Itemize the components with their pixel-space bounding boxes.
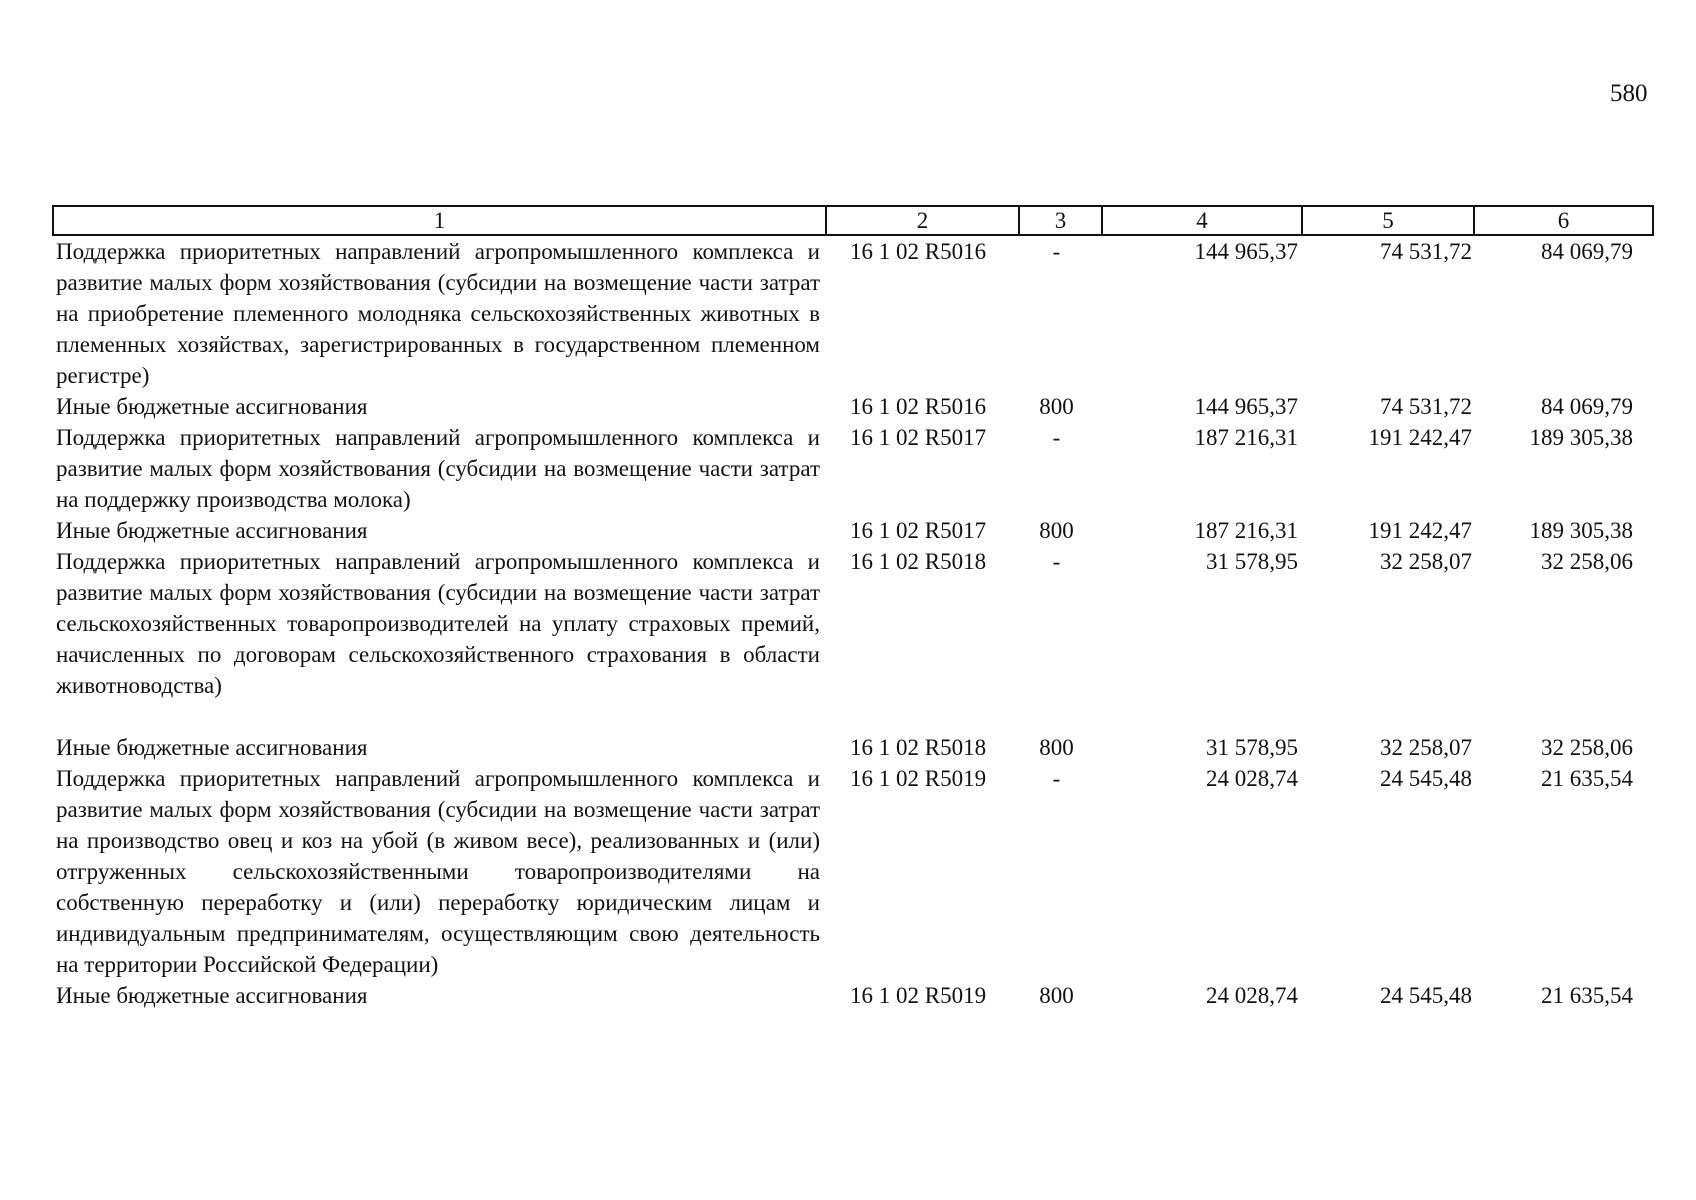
table-row <box>53 391 1653 422</box>
table-row <box>53 763 1653 980</box>
row-target-code: 16 1 02 R5019 <box>850 983 987 1008</box>
row-amount-col6: 32 258,06 <box>1541 549 1633 574</box>
row-amount-col5: 24 545,48 <box>1380 766 1472 791</box>
table-row <box>53 422 1653 515</box>
row-amount-col4: 144 965,37 <box>1194 394 1298 419</box>
row-expense-type: - <box>1052 239 1061 264</box>
budget-table <box>52 205 1654 1011</box>
row-amount-col4: 144 965,37 <box>1194 239 1298 264</box>
row-amount-col5: 32 258,07 <box>1380 549 1472 574</box>
row-target-code: 16 1 02 R5018 <box>850 549 987 574</box>
row-description: Иные бюджетные ассигнования <box>56 518 368 543</box>
row-target-code: 16 1 02 R5016 <box>850 394 987 419</box>
row-description: Поддержка приоритетных направлений агропромышленного комплекса и развитие малых форм хозяйствования (субсидии на возмещение части затрат на поддержку производства молока) <box>56 425 820 512</box>
row-amount-col4: 31 578,95 <box>1206 735 1298 760</box>
row-expense-type: - <box>1052 549 1061 574</box>
row-target-code: 16 1 02 R5019 <box>850 766 987 791</box>
row-amount-col4: 24 028,74 <box>1206 766 1298 791</box>
row-amount-col6: 189 305,38 <box>1529 425 1633 450</box>
row-amount-col5: 74 531,72 <box>1380 239 1472 264</box>
row-description: Иные бюджетные ассигнования <box>56 394 368 419</box>
row-expense-type: 800 <box>1039 983 1074 1008</box>
row-target-code: 16 1 02 R5017 <box>850 518 987 543</box>
row-amount-col6: 32 258,06 <box>1541 735 1633 760</box>
row-description: Поддержка приоритетных направлений агропромышленного комплекса и развитие малых форм хозяйствования (субсидии на возмещение части затрат сельскохозяйственных товаропроизводителей на уплату страховых премий, начисленных по договорам сельскохозяйственного страхования в области животноводства) <box>56 549 820 698</box>
row-description: Иные бюджетные ассигнования <box>56 983 368 1008</box>
row-description: Поддержка приоритетных направлений агропромышленного комплекса и развитие малых форм хозяйствования (субсидии на возмещение части затрат на приобретение племенного молодняка сельскохозяйственных животных в племенных хозяйствах, зарегистрированных в государственном племенном регистре) <box>56 239 820 388</box>
page-number: 580 <box>1610 80 1648 107</box>
row-amount-col6: 189 305,38 <box>1529 518 1633 543</box>
table-row <box>53 701 1653 763</box>
row-amount-col6: 84 069,79 <box>1541 394 1633 419</box>
row-amount-col4: 31 578,95 <box>1206 549 1298 574</box>
row-amount-col5: 24 545,48 <box>1380 983 1472 1008</box>
row-amount-col5: 32 258,07 <box>1380 735 1472 760</box>
column-header-4: 4 <box>1102 206 1302 235</box>
row-expense-type: - <box>1052 766 1061 791</box>
row-amount-col4: 24 028,74 <box>1206 983 1298 1008</box>
column-header-2: 2 <box>826 206 1019 235</box>
row-target-code: 16 1 02 R5017 <box>850 425 987 450</box>
column-header-3: 3 <box>1019 206 1102 235</box>
row-amount-col6: 84 069,79 <box>1541 239 1633 264</box>
header-row <box>53 206 1653 235</box>
row-expense-type: 800 <box>1039 735 1074 760</box>
table-row <box>53 546 1653 701</box>
row-target-code: 16 1 02 R5016 <box>850 239 987 264</box>
column-header-5: 5 <box>1302 206 1474 235</box>
table-row <box>53 235 1653 391</box>
row-amount-col4: 187 216,31 <box>1194 425 1298 450</box>
row-expense-type: - <box>1052 425 1061 450</box>
row-expense-type: 800 <box>1039 518 1074 543</box>
table-row <box>53 980 1653 1011</box>
column-header-6: 6 <box>1474 206 1653 235</box>
row-amount-col5: 191 242,47 <box>1368 518 1472 543</box>
row-expense-type: 800 <box>1039 394 1074 419</box>
row-amount-col5: 74 531,72 <box>1380 394 1472 419</box>
row-amount-col5: 191 242,47 <box>1368 425 1472 450</box>
row-amount-col4: 187 216,31 <box>1194 518 1298 543</box>
table-row <box>53 515 1653 546</box>
column-header-1: 1 <box>53 206 826 235</box>
row-description: Иные бюджетные ассигнования <box>56 735 368 760</box>
row-target-code: 16 1 02 R5018 <box>850 735 987 760</box>
row-amount-col6: 21 635,54 <box>1541 983 1633 1008</box>
row-amount-col6: 21 635,54 <box>1541 766 1633 791</box>
row-description: Поддержка приоритетных направлений агропромышленного комплекса и развитие малых форм хозяйствования (субсидии на возмещение части затрат на производство овец и коз на убой (в живом весе), реализованных и (или) отгруженных сельскохозяйственными товаропроизводителями на собственную переработку и (или) переработку юридическим лицам и индивидуальным предпринимателям, осуществляющим свою деятельность на территории Российской Федерации) <box>56 766 820 977</box>
